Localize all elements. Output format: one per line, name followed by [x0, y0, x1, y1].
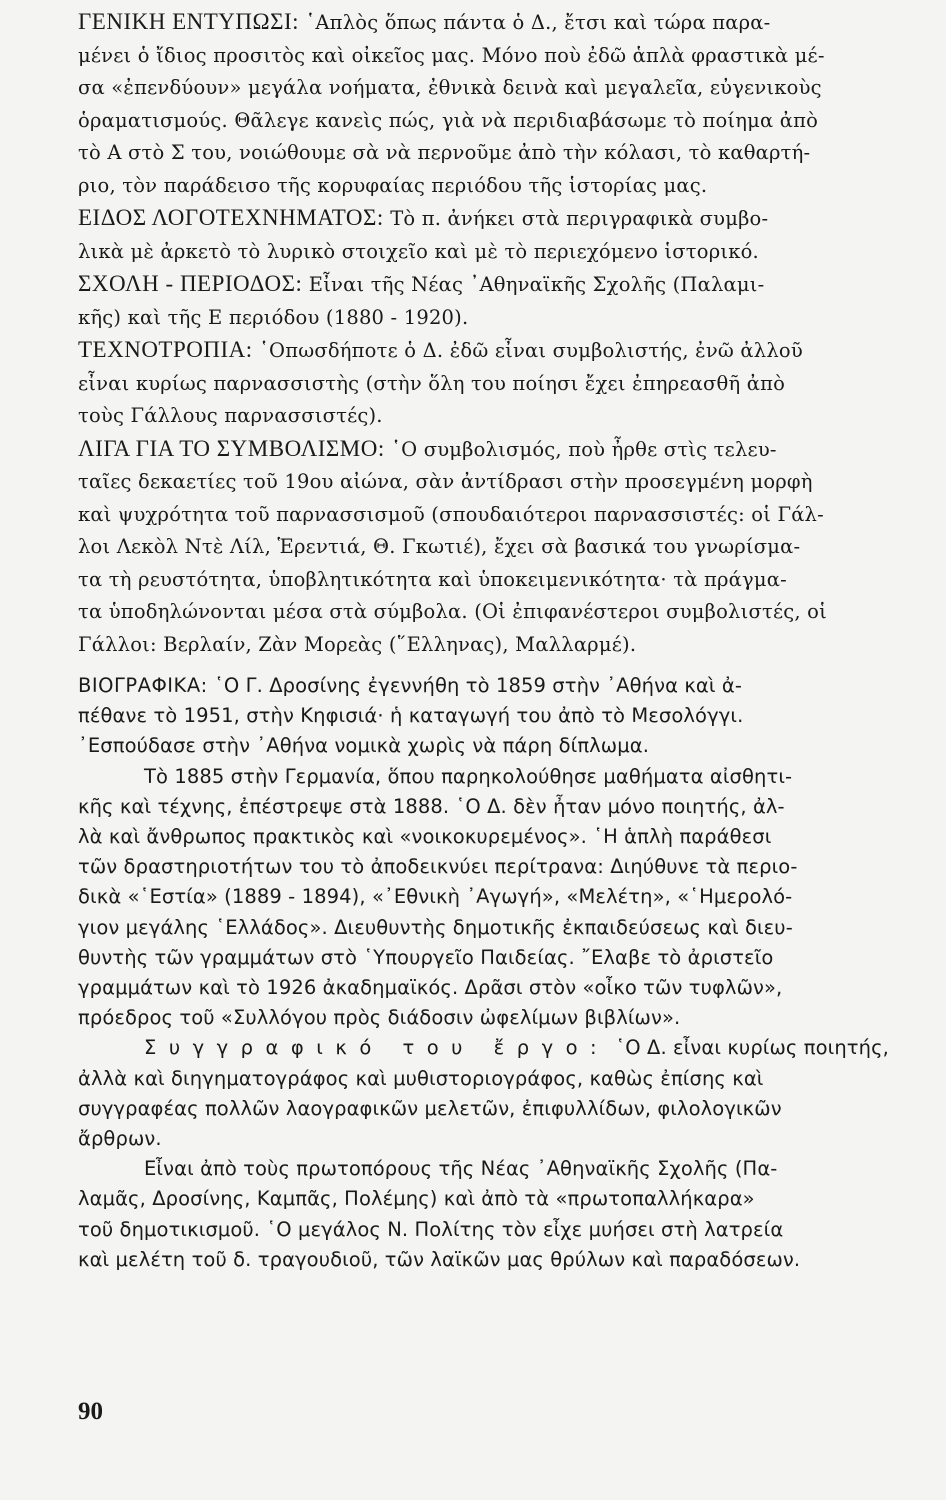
section-symbolismos	[78, 433, 934, 662]
subheading-syggrafiko-ergo: Συγγραφικό του ἔργο:	[144, 1036, 610, 1060]
section-technotropia	[78, 334, 934, 433]
text-line: ῾Ο συμβολισμός, ποὺ ἦρθε στὶς τελευ-	[391, 437, 777, 461]
page-number: 90	[78, 1398, 103, 1425]
text-line: λικὰ μὲ ἀρκετὸ τὸ λυρικὸ στοιχεῖο καὶ μὲ τὸ περιεχόμενο ἱστορικό.	[78, 239, 759, 263]
text-line: πέθανε τὸ 1951, στὴν Κηφισιά· ἡ καταγωγή του ἀπὸ τὸ Μεσολόγγι.	[78, 704, 744, 728]
text-line: ὁραματισμούς. Θᾶλεγε κανεὶς πώς, γιὰ νὰ περιδιαβάσωμε τὸ ποίημα ἀπὸ	[78, 108, 819, 132]
text-line: τοῦ δημοτικισμοῦ. ῾Ο μεγάλος Ν. Πολίτης τὸν εἶχε μυήσει στὴ λατρεία	[78, 1217, 784, 1241]
text-line: κῆς καὶ τέχνης, ἐπέστρεψε στὰ 1888. ῾Ο Δ. δὲν ἦταν μόνο ποιητής, ἀλ-	[78, 794, 785, 818]
text-line: εἶναι κυρίως παρνασσιστὴς (στὴν ὅλη του ποίησι ἔχει ἐπηρεασθῆ ἀπὸ	[78, 371, 786, 395]
text-line: ριο, τὸν παράδεισο τῆς κορυφαίας περιόδου τῆς ἱστορίας μας.	[78, 173, 708, 197]
text-line: λαμᾶς, Δροσίνης, Καμπᾶς, Πολέμης) καὶ ἀπὸ τὰ «πρωτοπαλλήκαρα»	[78, 1187, 755, 1211]
section-biografika	[78, 671, 934, 1275]
text-line: ῾Ο Δ. εἶναι κυρίως ποιητής,	[615, 1036, 889, 1060]
text-line: τοὺς Γάλλους παρνασσιστές).	[78, 404, 383, 427]
text-line: λοι Λεκὸλ Ντὲ Λίλ, Ἑρεντιά, Θ. Γκωτιέ), ἔχει σὰ βασικά του γνωρίσμα-	[78, 535, 801, 558]
section-heading: ΕΙΔΟΣ ΛΟΓΟΤΕΧΝΗΜΑΤΟΣ:	[78, 205, 384, 230]
section-scholi	[78, 268, 934, 334]
text-line: Τὸ π. ἀνήκει στὰ περιγραφικὰ συμβο-	[390, 207, 769, 230]
text-line: ᾿Εσπούδασε στὴν ᾿Αθήνα νομικὰ χωρὶς νὰ πάρη δίπλωμα.	[78, 734, 649, 758]
text-line: τα ὑποδηλώνονται μέσα στὰ σύμβολα. (Οἱ ἐπιφανέστεροι συμβολιστές, οἱ	[78, 600, 827, 623]
text-line: θυντὴς τῶν γραμμάτων στὸ ῾Υπουργεῖο Παιδείας. ῎Ελαβε τὸ ἀριστεῖο	[78, 945, 774, 969]
text-line: σα «ἐπενδύουν» μεγάλα νοήματα, ἐθνικὰ δεινὰ καὶ μεγαλεῖα, εὐγενικοὺς	[78, 76, 822, 99]
section-geniki	[78, 6, 934, 202]
text-line: ἄρθρων.	[78, 1127, 162, 1151]
text-line: δικὰ «῾Εστία» (1889 - 1894), «᾿Εθνικὴ ᾿Αγωγή», «Μελέτη», «῾Ημερολό-	[78, 885, 793, 909]
text-line: ῾Ο Γ. Δροσίνης ἐγεννήθη τὸ 1859 στὴν ᾿Αθήνα καὶ ἀ-	[214, 674, 742, 697]
text-line: Γάλλοι: Βερλαίν, Ζὰν Μορεὰς (῞Ελληνας), Μαλλαρμέ).	[78, 632, 637, 656]
text-line: ῾Απλὸς ὅπως πάντα ὁ Δ., ἔτσι καὶ τώρα παρα-	[305, 11, 771, 34]
section-heading: ΛΙΓΑ ΓΙΑ ΤΟ ΣΥΜΒΟΛΙΣΜΟ:	[78, 435, 385, 461]
text-line: καὶ ψυχρότητα τοῦ παρνασσισμοῦ (σπουδαιότεροι παρνασσιστές: οἱ Γάλ-	[78, 502, 824, 526]
text-line: λὰ καὶ ἄνθρωπος πρακτικὸς καὶ «νοικοκυρεμένος». ῾Η ἁπλὴ παράθεσι	[78, 825, 772, 849]
section-heading: ΒΙΟΓΡΑΦΙΚΑ:	[78, 674, 208, 697]
text-line: μένει ὁ ἴδιος προσιτὸς καὶ οἰκεῖος μας. Μόνο ποὺ ἐδῶ ἁπλὰ φραστικὰ μέ-	[78, 43, 825, 67]
text-line: ταῖες δεκαετίες τοῦ 19ου αἰώνα, σὰν ἀντίδρασι στὴν προσεγμένη μορφὴ	[78, 470, 813, 493]
text-line: ἀλλὰ καὶ διηγηματογράφος καὶ μυθιστοριογράφος, καθὼς ἐπίσης καὶ	[78, 1066, 764, 1090]
text-line: γιον μεγάλης ῾Ελλάδος». Διευθυντὴς δημοτικῆς ἐκπαιδεύσεως καὶ διευ-	[78, 915, 793, 939]
text-line: καὶ μελέτη τοῦ δ. τραγουδιοῦ, τῶν λαϊκῶν μας θρύλων καὶ παραδόσεων.	[78, 1247, 801, 1271]
text-line: τῶν δραστηριοτήτων του τὸ ἀποδεικνύει περίτρανα: Διηύθυνε τὰ περιο-	[78, 855, 798, 879]
text-line: γραμμάτων καὶ τὸ 1926 ἀκαδημαϊκός. Δρᾶσι στὸν «οἶκο τῶν τυφλῶν»,	[78, 976, 783, 1000]
section-heading: ΣΧΟΛΗ - ΠΕΡΙΟΔΟΣ:	[78, 271, 303, 296]
text-line: συγγραφέας πολλῶν λαογραφικῶν μελετῶν, ἐπιφυλλίδων, φιλολογικῶν	[78, 1096, 782, 1120]
section-heading: ΓΕΝΙΚΗ ΕΝΤΥΠΩΣΙ:	[78, 9, 300, 34]
text-line: πρόεδρος τοῦ «Συλλόγου πρὸς διάδοσιν ὠφελίμων βιβλίων».	[78, 1006, 681, 1030]
text-line: Εἶναι τῆς Νέας ᾿Αθηναϊκῆς Σχολῆς (Παλαμι-	[308, 273, 765, 296]
text-line: τα τὴ ρευστότητα, ὑποβλητικότητα καὶ ὑποκειμενικότητα· τὰ πράγμα-	[78, 567, 787, 591]
page-body	[78, 6, 934, 1275]
section-eidos	[78, 202, 934, 268]
section-heading: ΤΕΧΝΟΤΡΟΠΙΑ:	[78, 337, 253, 362]
text-line: τὸ Α στὸ Σ του, νοιώθουμε σὰ νὰ περνοῦμε ἀπὸ τὴν κόλασι, τὸ καθαρτή-	[78, 141, 811, 164]
text-line: Εἶναι ἀπὸ τοὺς πρωτοπόρους τῆς Νέας ᾿Αθηναϊκῆς Σχολῆς (Πα-	[144, 1157, 778, 1181]
text-line: κῆς) καὶ τῆς Ε περιόδου (1880 - 1920).	[78, 305, 469, 329]
text-line: ῾Οπωσδήποτε ὁ Δ. ἐδῶ εἶναι συμβολιστής, ἐνῶ ἀλλοῦ	[259, 339, 803, 362]
text-line: Τὸ 1885 στὴν Γερμανία, ὅπου παρηκολούθησε μαθήματα αἰσθητι-	[144, 764, 793, 788]
